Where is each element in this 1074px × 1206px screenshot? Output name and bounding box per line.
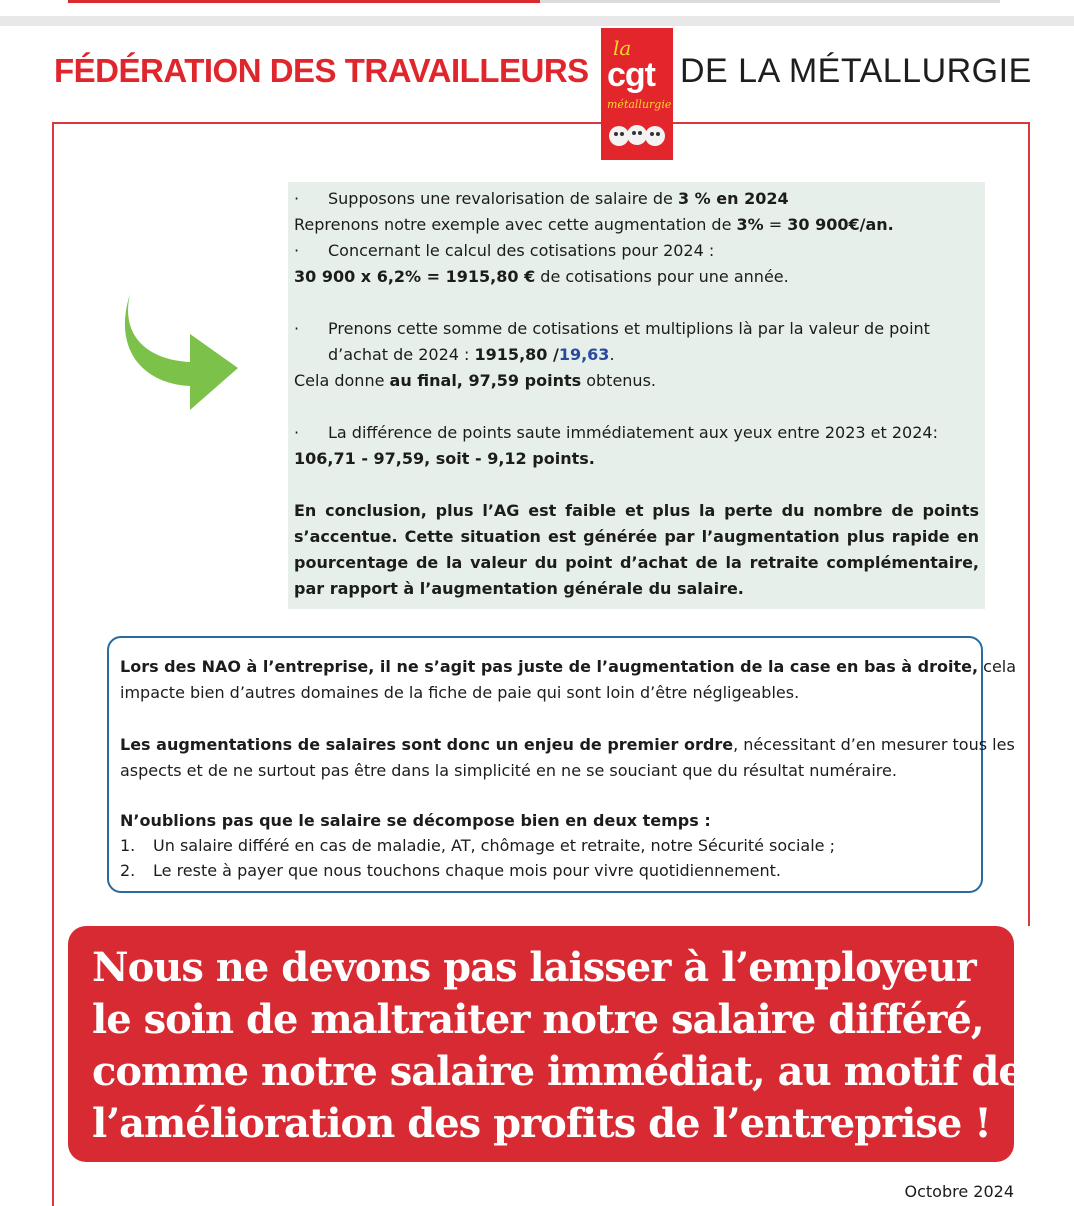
calc-bold: 3 % en 2024 [677,189,789,208]
green-curved-arrow-icon [120,288,242,414]
cgt-logo [601,28,673,160]
bullet: · [294,241,300,260]
top-divider [0,16,1074,26]
calc-text: La différence de points saute immédiatement aux yeux entre 2023 et 2024: [328,423,938,442]
calc-bold: 3% [736,215,764,234]
nao-text: cela [983,657,1017,676]
calc-conclusion: En conclusion, plus l’AG est faible et plus la perte du nombre de points s’accentue. Cette situation est générée par l’augmentation plus rapide en pourcentage de la valeur du point d’achat de la retraite complémentaire, par rapport à l’augmentation générale du salaire. [294,501,979,598]
frame-top-left [52,122,601,124]
banner-line-1: Nous ne devons pas laisser à l’employeur [92,944,976,991]
banner-line-2: le soin de maltraiter notre salaire différé, [92,996,984,1043]
calc-line-2 [294,212,980,238]
calc-text: Reprenons notre exemple avec cette augmentation de [294,215,732,234]
top-red-rule [68,0,540,3]
nao-line-2: impacte bien d’autres domaines de la fiche de paie qui sont loin d’être négligeables. [120,683,800,702]
nao-line-1 [120,654,1017,680]
calc-text: Cela donne [294,371,385,390]
nao-info-box [107,636,1017,893]
logo-la-text: la [613,36,632,60]
calc-text: obtenus. [586,371,656,390]
list-item [120,833,971,859]
nao-line-3 [120,732,1015,758]
calc-text: . [609,345,615,364]
footer-date: Octobre 2024 [904,1182,1014,1201]
calc-text: Supposons une revalorisation de salaire de [328,189,673,208]
logo-cgt-text: cgt [607,56,655,94]
calc-bold: 106,71 - 97,59, soit - 9,12 points. [294,449,595,468]
calc-blue-value: 19,63 [558,345,610,364]
calc-text: de cotisations pour une année. [540,267,789,286]
header-right-title: DE LA MÉTALLURGIE [680,52,1032,90]
frame-left [52,122,54,1206]
banner-line-3: comme notre salaire immédiat, au motif de [92,1048,1023,1095]
calc-line-6 [294,342,980,368]
list-number: 1. [120,836,136,855]
nao-line-5: N’oublions pas que le salaire se décompose bien en deux temps : [120,811,711,830]
calc-bold: au final, 97,59 points [389,371,582,390]
frame-right [1028,122,1030,926]
calc-text: d’achat de 2024 : [328,345,470,364]
list-text: Un salaire différé en cas de maladie, AT, chômage et retraite, notre Sécurité sociale ; [153,836,835,855]
bullet: · [294,319,300,338]
calc-line-8 [294,420,980,446]
calc-line-4 [294,264,980,290]
banner-line-4: l’amélioration des profits de l’entreprise ! [92,1100,991,1147]
nao-line-4: aspects et de ne surtout pas être dans la simplicité en ne se souciant que du résultat numéraire. [120,761,897,780]
logo-sub-text: métallurgie [607,98,672,111]
slogan-banner [68,926,1023,1162]
logo-faces-icon [607,118,667,154]
nao-bold: Les augmentations de salaires sont donc un enjeu de premier ordre [120,735,734,754]
bullet: · [294,423,300,442]
calc-text: Prenons cette somme de cotisations et multiplions là par la valeur de point [328,319,930,338]
calc-bold: 30 900 x 6,2% = 1915,80 € [294,267,536,286]
calc-text: = [763,215,783,234]
bullet: · [294,189,300,208]
nao-text: , nécessitant d’en mesurer tous les [733,735,1015,754]
calc-line-3 [294,238,980,264]
nao-bold: Lors des NAO à l’entreprise, il ne s’agit pas juste de l’augmentation de la case en bas à droite, [120,657,979,676]
frame-top-right [673,122,1030,124]
calc-line-9 [294,446,980,472]
header-left-title: FÉDÉRATION DES TRAVAILLEURS [54,52,589,89]
calc-text: Concernant le calcul des cotisations pour 2024 : [328,241,715,260]
calc-bold: 1915,80 / [474,345,559,364]
calc-line-1 [294,186,980,212]
top-grey-rule [540,0,1000,3]
list-item [120,858,971,884]
calc-bold: 30 900€/an. [787,215,894,234]
calc-line-7 [294,368,980,394]
calculation-box [288,182,985,609]
calc-line-5 [294,316,980,342]
list-number: 2. [120,861,136,880]
list-text: Le reste à payer que nous touchons chaque mois pour vivre quotidiennement. [153,861,782,880]
